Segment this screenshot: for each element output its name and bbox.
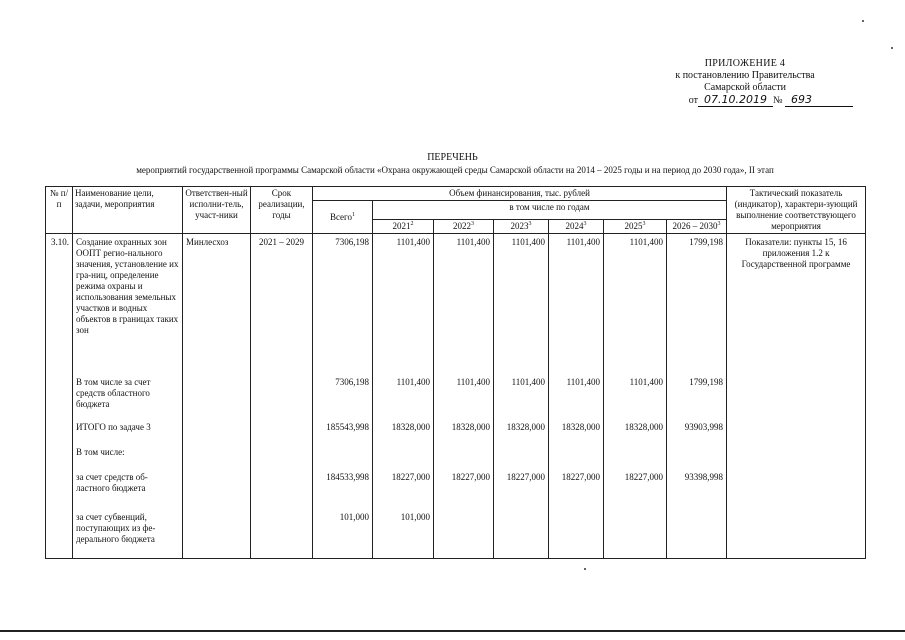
row-value-2022: 18227,000 [434, 469, 494, 509]
handwritten-date: 07.10.2019 [698, 93, 773, 107]
row-term [251, 469, 313, 509]
row-value-2026-2030 [667, 444, 727, 469]
row-value-2023: 18227,000 [494, 469, 549, 509]
row-value-2023 [494, 509, 549, 559]
document-title: ПЕРЕЧЕНЬ [427, 152, 478, 163]
row-value-2026-2030: 93398,998 [667, 469, 727, 509]
row-value-2023 [494, 444, 549, 469]
row-total: 7306,198 [313, 374, 373, 419]
row-num [46, 374, 73, 419]
document-subtitle: мероприятий государственной программы Самарской области «Охрана окружающей среды Самарской области на 2014 – 2025 годы и на период до 2030 года», II этап [136, 165, 774, 175]
row-value-2022 [434, 509, 494, 559]
handwritten-number: 693 [785, 94, 853, 107]
row-value-2021: 101,000 [373, 509, 434, 559]
row-value-2022 [434, 444, 494, 469]
header-funding: Объем финансирования, тыс. рублей [313, 187, 727, 201]
row-total [313, 444, 373, 469]
row-indicator [727, 444, 866, 469]
header-year-2023: 2023$^3$ [494, 220, 549, 234]
row-name: ИТОГО по задаче 3 [73, 419, 183, 444]
row-total: 7306,198 [313, 234, 373, 374]
row-term [251, 374, 313, 419]
table-row [46, 374, 866, 419]
header-term: Срок реализации, годы [251, 187, 313, 234]
row-value-2024 [549, 444, 604, 469]
row-indicator [727, 374, 866, 419]
row-value-2024: 18227,000 [549, 469, 604, 509]
header-year-2026-2030: 2026 – 2030$^3$ [667, 220, 727, 234]
header-executor: Ответствен-ный исполни-тель, участ-ники [183, 187, 251, 234]
row-value-2022: 1101,400 [434, 374, 494, 419]
table-row [46, 509, 866, 559]
row-num [46, 419, 73, 444]
row-total: 101,000 [313, 509, 373, 559]
scan-speck [891, 47, 893, 49]
row-name: В том числе: [73, 444, 183, 469]
header-year-2024: 2024$^3$ [549, 220, 604, 234]
row-value-2025: 18328,000 [604, 419, 667, 444]
row-value-2026-2030 [667, 509, 727, 559]
date-prefix: от [688, 95, 698, 106]
row-num [46, 444, 73, 469]
row-total: 184533,998 [313, 469, 373, 509]
header-total: Всего$^1$ [313, 201, 373, 234]
row-executor [183, 444, 251, 469]
row-value-2021: 1101,400 [373, 374, 434, 419]
appendix-title: ПРИЛОЖЕНИЕ 4 [704, 58, 786, 69]
row-value-2021: 18227,000 [373, 469, 434, 509]
header-num: № п/п [46, 187, 73, 234]
scan-speck [584, 568, 586, 570]
row-term [251, 444, 313, 469]
header-name: Наименование цели, задачи, мероприятия [73, 187, 183, 234]
row-value-2025 [604, 444, 667, 469]
measures-table [45, 186, 866, 559]
row-indicator [727, 509, 866, 559]
row-value-2025: 1101,400 [604, 234, 667, 374]
row-name: за счет средств об-ластного бюджета [73, 469, 183, 509]
row-term [251, 419, 313, 444]
row-value-2024: 18328,000 [549, 419, 604, 444]
row-value-2025 [604, 509, 667, 559]
row-total: 185543,998 [313, 419, 373, 444]
appendix-date-line [635, 94, 855, 107]
row-value-2023: 1101,400 [494, 234, 549, 374]
table-row [46, 419, 866, 444]
row-value-2023: 18328,000 [494, 419, 549, 444]
row-executor [183, 374, 251, 419]
row-executor [183, 469, 251, 509]
row-executor [183, 419, 251, 444]
row-value-2026-2030: 1799,198 [667, 234, 727, 374]
appendix-line-2: к постановлению Правительства [675, 70, 815, 81]
row-term [251, 509, 313, 559]
row-indicator [727, 419, 866, 444]
header-indicator: Тактический показатель (индикатор), характери-зующий выполнение соответствующего мероприятия [727, 187, 866, 234]
row-value-2021: 1101,400 [373, 234, 434, 374]
row-value-2022: 1101,400 [434, 234, 494, 374]
row-name: за счет субвенций, поступающих из фе-дерального бюджета [73, 509, 183, 559]
header-by-years: в том числе по годам [373, 201, 727, 220]
scan-speck [862, 20, 864, 22]
table-row [46, 234, 866, 374]
row-value-2023: 1101,400 [494, 374, 549, 419]
number-sign: № [772, 95, 783, 106]
row-value-2026-2030: 1799,198 [667, 374, 727, 419]
row-value-2025: 18227,000 [604, 469, 667, 509]
row-value-2026-2030: 93903,998 [667, 419, 727, 444]
row-executor [183, 509, 251, 559]
row-name: Создание охранных зон ООПТ регио-нального значения, установление их гра-ниц, определение режима охраны и использования земельных участков и водных объектов в границах таких зон [73, 234, 183, 374]
bottom-page-rule [0, 630, 905, 632]
row-executor: Минлесхоз [183, 234, 251, 374]
row-num: 3.10. [46, 234, 73, 374]
row-term: 2021 – 2029 [251, 234, 313, 374]
row-value-2024: 1101,400 [549, 374, 604, 419]
header-year-2025: 2025$^3$ [604, 220, 667, 234]
header-year-2022: 2022$^3$ [434, 220, 494, 234]
table-row [46, 444, 866, 469]
row-value-2022: 18328,000 [434, 419, 494, 444]
row-value-2025: 1101,400 [604, 374, 667, 419]
appendix-block [635, 58, 855, 107]
row-indicator: Показатели: пункты 15, 16 приложения 1.2 к Государственной программе [727, 234, 866, 374]
table-row [46, 469, 866, 509]
row-indicator [727, 469, 866, 509]
row-value-2021: 18328,000 [373, 419, 434, 444]
appendix-line-3: Самарской области [704, 82, 786, 93]
row-name: В том числе за счет средств областного бюджета [73, 374, 183, 419]
row-value-2021 [373, 444, 434, 469]
header-year-2021: 2021$^2$ [373, 220, 434, 234]
row-num [46, 469, 73, 509]
row-num [46, 509, 73, 559]
row-value-2024: 1101,400 [549, 234, 604, 374]
row-value-2024 [549, 509, 604, 559]
